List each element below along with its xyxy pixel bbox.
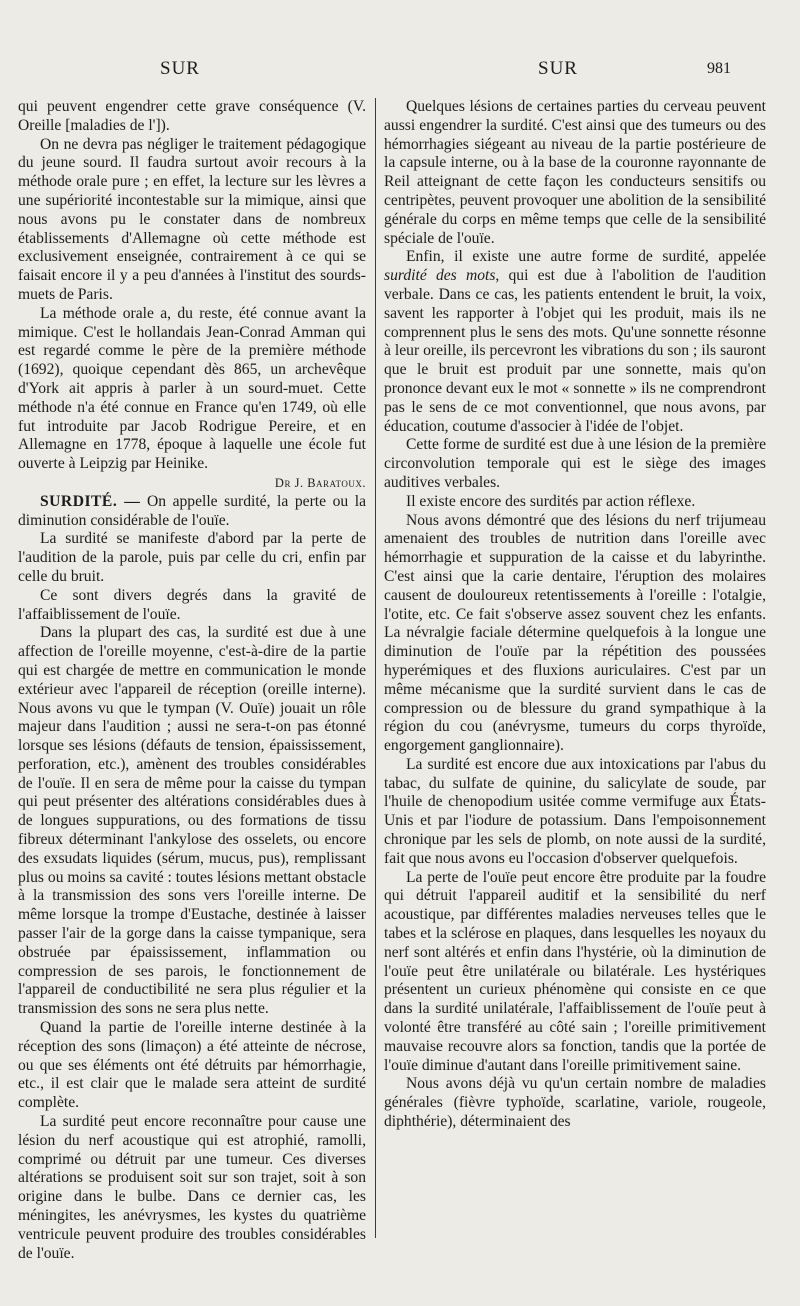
italic-term: surdité des mots: [384, 267, 496, 285]
paragraph: Ce sont divers degrés dans la gravité de l'affaiblissement de l'ouïe.: [18, 586, 366, 623]
paragraph: La méthode orale a, du reste, été connue avant la mimique. C'est le hollandais Jean-Conrad Amman qui est regardé comme le père de la première méthode (1692), quoique cependant dès 865, un archevêque d'York ait appris à parler à un sourd-muet. Cette méthode n'a été connue en France qu'en 1749, où elle fut introduite par Jacob Rodrigue Pereire, et en Allemagne en 1778, époque à laquelle une école fut ouverte à Leipzig par Heinike.: [18, 304, 366, 473]
entry-paragraph: [18, 493, 366, 531]
paragraph: La surdité peut encore reconnaître pour cause une lésion du nerf acoustique qui est atrophié, ramolli, comprimé ou détruit par une tumeur. Ces diverses altérations se produisent soit sur son trajet, soit à son origine dans le bulbe. Dans ce dernier cas, les méningites, les anévrysmes, les kystes du quatrième ventricule peuvent produire des troubles considérables de l'ouïe.: [18, 1113, 366, 1262]
column-divider: [375, 98, 376, 1238]
paragraph: Nous avons démontré que des lésions du nerf trijumeau amenaient des troubles de nutrition dans l'oreille avec hémorrhagie et suppuration de la caisse et du labyrinthe. C'est ainsi que la carie dentaire, l'éruption des molaires causent de douloureux retentissements à l'oreille : l'otalgie, l'otite, etc. Ce fait s'observe assez souvent chez les enfants. La névralgie faciale détermine quelquefois à la longue une diminution de l'ouïe par la répétition des poussées hyperémiques et des fluxions auriculaires. C'est par un même mécanisme que la surdité survient dans le cas de compression ou de blessure du grand sympathique à la région du cou (anévrysme, tumeurs du corps thyroïde, engorgement ganglionnaire).: [384, 511, 766, 755]
entry-headword: SURDITÉ. —: [40, 492, 141, 510]
paragraph: Il existe encore des surdités par action réflexe.: [406, 492, 696, 510]
left-running-head: SUR: [160, 58, 200, 79]
running-header: [0, 58, 800, 88]
paragraph: La surdité est encore due aux intoxications par l'abus du tabac, du sulfate de quinine, du salicylate de soude, par l'huile de chenopodium usitée comme vermifuge aux États-Unis et par l'iodure de potassium. Dans l'empoisonnement chronique par les sels de plomb, on note aussi de la surdité, fait que nous avons eu l'occasion d'observer quelquefois.: [384, 755, 766, 867]
paragraph: On ne devra pas négliger le traitement pédagogique du jeune sourd. Il faudra surtout avoir recours à la méthode orale pure ; en effet, la lecture sur les lèvres a une supériorité incontestable sur la mimique, ainsi que nous avons pu le constater dans de nombreux établissements d'Allemagne où cette méthode est exclusivement enseignée, contrairement à ce qui se faisait encore il y a peu d'années à l'institut des sourds-muets de Paris.: [18, 135, 366, 303]
right-column: [384, 98, 766, 1132]
paragraph: Quand la partie de l'oreille interne destinée à la réception des sons (limaçon) a été atteinte de nécrose, ou que ses éléments ont été détruits par hémorrhagie, etc., il est clair que le malade sera atteint de surdité complète.: [18, 1019, 366, 1112]
paragraph: Dans la plupart des cas, la surdité est due à une affection de l'oreille moyenne, c'est-à-dire de la partie qui est chargée de mettre en communication le monde extérieur avec l'appareil de réception (oreille interne). Nous avons vu que le tympan (V. Ouïe) jouait un rôle majeur dans l'audition ; aussi ne sera-t-on pas étonné lorsque ses lésions (défauts de tension, épaississement, perforation, etc.), amènent des troubles considérables de l'ouïe. Il en sera de même pour la caisse du tympan qui peut présenter des altérations considérables dues à de longues suppurations, ou des formations de tissu fibreux déterminant l'ankylose des osselets, ou encore des exsudats liquides (sérum, mucus, pus), remplissant plus ou moins sa cavité : toutes lésions mettant obstacle à la transmission des sons vers l'oreille interne. De même lorsque la trompe d'Eustache, destinée à laisser passer l'air de la gorge dans la caisse tympanique, sera obstruée par épaississement, inflammation ou compression de ses parois, le fonctionnement de l'appareil de conductibilité ne sera plus régulier et la transmission des sons ne sera plus nette.: [18, 624, 366, 1018]
paragraph: qui peuvent engendrer cette grave conséquence (V. Oreille [maladies de l']).: [18, 98, 366, 134]
paragraph: Enfin, il existe une autre forme de surdité, appelée surdité des mots, qui est due à l'abolition de l'audition verbale. Dans ce cas, les patients entendent le bruit, la voix, savent les rapporter à l'objet qui les produit, mais ils ne comprennent plus le sens des mots. Qu'une sonnette résonne à leur oreille, ils percevront les vibrations du son ; ils sauront que le bruit est produit par une sonnette, mais qu'on prononce devant eux le mot « sonnette » ils ne comprendront pas le sens de ce mot conventionnel, que nous avons, par éducation, coutume d'associer à l'idée de l'objet.: [384, 248, 767, 435]
left-column: [18, 98, 366, 1263]
paragraph: Quelques lésions de certaines parties du cerveau peuvent aussi engendrer la surdité. C'est ainsi que des tumeurs ou des hémorrhagies siégeant au niveau de la partie postérieure de la capsule interne, ou à la base de la couronne rayonnante de Reil atteignant de cette façon les conducteurs sensitifs ou centripètes, peuvent provoquer une abolition de la sensibilité générale du corps en même temps que celle de la sensibilité spéciale de l'ouïe.: [384, 98, 766, 247]
paragraph: La surdité se manifeste d'abord par la perte de l'audition de la parole, puis par celle du cri, enfin par celle du bruit.: [18, 530, 366, 585]
paragraph: Nous avons déjà vu qu'un certain nombre de maladies générales (fièvre typhoïde, scarlatine, variole, rougeole, diphthérie), déterminaient des: [384, 1075, 766, 1131]
paragraph: La perte de l'ouïe peut encore être produite par la foudre qui détruit l'appareil auditif et la sensibilité du nerf acoustique, par différentes maladies nerveuses telles que le tabes et la sclérose en plaques, dans lesquelles les noyaux du nerf sont altérés et enfin dans l'hystérie, où la diminution de l'ouïe peut être unilatérale ou bilatérale. Les hystériques présentent un curieux phénomène qui consiste en ce que dans la surdité unilatérale, l'affaiblissement de l'ouïe peut à volonté être transféré au côté sain ; l'oreille primitivement mauvaise recouvre alors sa fonction, tandis que la portée de l'ouïe diminue d'autant dans l'oreille primitivement saine.: [384, 868, 766, 1074]
author-signature: Dr J. Baratoux.: [274, 475, 366, 490]
page-number: 981: [707, 60, 731, 77]
entry-definition: On appelle surdité, la perte ou la diminution considérable de l'ouïe.: [18, 492, 367, 529]
right-running-head: SUR: [538, 58, 578, 79]
paragraph: Cette forme de surdité est due à une lésion de la première circonvolution temporale qui est le siège des images auditives verbales.: [384, 436, 766, 491]
